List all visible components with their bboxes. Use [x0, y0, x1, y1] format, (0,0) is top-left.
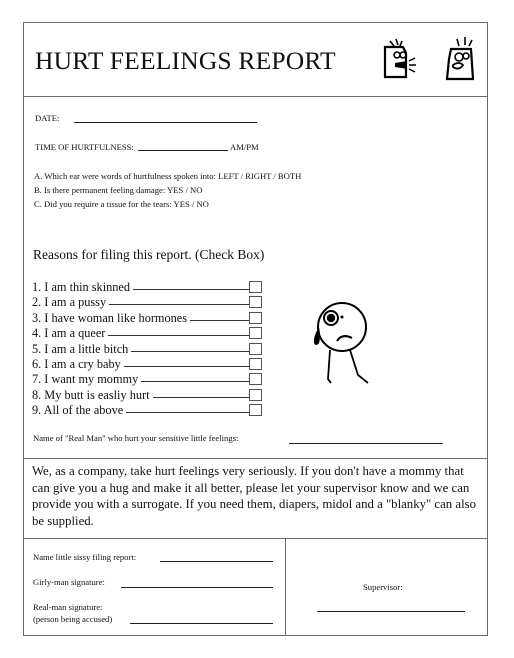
reason-item	[32, 295, 107, 309]
time-label: TIME OF HURTFULNESS:	[35, 142, 134, 152]
reason-item	[32, 388, 151, 402]
reason-leader-line	[126, 412, 249, 413]
reason-checkbox[interactable]	[249, 343, 262, 355]
reason-checkbox[interactable]	[249, 389, 262, 401]
reason-item	[32, 311, 188, 325]
reason-leader-line	[133, 289, 249, 290]
reason-item	[32, 372, 139, 386]
real-signature-sublabel: (person being accused)	[33, 614, 113, 624]
supervisor-signature-field[interactable]	[317, 611, 465, 612]
date-label: DATE:	[35, 113, 60, 123]
reason-item	[32, 280, 131, 294]
reason-label: 2. I am a pussy	[32, 295, 107, 310]
hurt-feelings-form	[23, 22, 488, 636]
reason-label: 8. My butt is easliy hurt	[32, 387, 150, 402]
reason-checkbox[interactable]	[249, 296, 262, 308]
reason-item	[32, 403, 124, 417]
reason-checkbox[interactable]	[249, 327, 262, 339]
reason-leader-line	[141, 381, 249, 382]
reason-checkbox[interactable]	[249, 281, 262, 293]
reason-checkbox[interactable]	[249, 373, 262, 385]
real-signature-field[interactable]	[130, 623, 273, 624]
reason-leader-line	[153, 397, 250, 398]
reasons-heading: Reasons for filing this report. (Check Box)	[33, 247, 265, 262]
reason-label: 1. I am thin skinned	[32, 280, 131, 294]
angry-head-icon	[381, 37, 419, 83]
crying-face-drawing-icon	[302, 287, 382, 393]
real-man-label: Name of "Real Man" who hurt your sensitive little feelings:	[33, 433, 239, 443]
reason-checkbox[interactable]	[249, 358, 262, 370]
reason-label: 7. I want my mommy	[32, 372, 139, 387]
reason-label: 6. I am a cry baby	[32, 357, 121, 371]
reason-item	[32, 357, 122, 371]
reason-checkbox[interactable]	[249, 404, 262, 416]
question-damage: B. Is there permanent feeling damage: YES / NO	[34, 185, 203, 195]
time-field[interactable]	[138, 150, 228, 151]
screaming-head-icon	[441, 35, 479, 83]
date-field[interactable]	[74, 122, 257, 123]
reason-label: 5. I am a little bitch	[32, 341, 129, 356]
reason-item	[32, 326, 106, 340]
signature-column-divider	[285, 538, 286, 636]
reason-item	[32, 342, 129, 356]
reason-leader-line	[108, 335, 249, 336]
ampm-label: AM/PM	[230, 142, 259, 152]
reason-leader-line	[109, 304, 249, 305]
reason-label: 9. All of the above	[32, 403, 124, 418]
form-header	[24, 23, 487, 97]
reason-checkbox[interactable]	[249, 312, 262, 324]
sissy-name-field[interactable]	[160, 561, 273, 562]
sissy-name-label: Name little sissy filing report:	[33, 552, 137, 562]
supervisor-label: Supervisor:	[363, 582, 403, 592]
real-man-name-field[interactable]	[289, 443, 443, 444]
question-ear: A. Which ear were words of hurtfulness spoken into: LEFT / RIGHT / BOTH	[34, 171, 302, 181]
reason-leader-line	[124, 366, 249, 367]
question-tissue: C. Did you require a tissue for the tears: YES / NO	[34, 199, 209, 209]
page-title: HURT FEELINGS REPORT	[35, 46, 336, 75]
reason-label: 4. I am a queer	[32, 326, 106, 341]
section-divider-top	[24, 458, 487, 459]
reason-label: 3. I have woman like hormones	[32, 310, 188, 325]
company-policy-paragraph: We, as a company, take hurt feelings very seriously. If you don't have a mommy that can give you a hug and make it all better, please let your supervisor know and we can provide you with a surrogate. If you need them, diapers, midol and a "blanky" can also be supplied.	[32, 464, 476, 528]
girly-signature-field[interactable]	[121, 587, 273, 588]
section-divider-bottom	[24, 538, 487, 539]
girly-signature-label: Girly-man signature:	[33, 577, 105, 587]
real-signature-label: Real-man signature:	[33, 602, 103, 612]
reason-leader-line	[131, 351, 249, 352]
reason-leader-line	[190, 320, 249, 321]
